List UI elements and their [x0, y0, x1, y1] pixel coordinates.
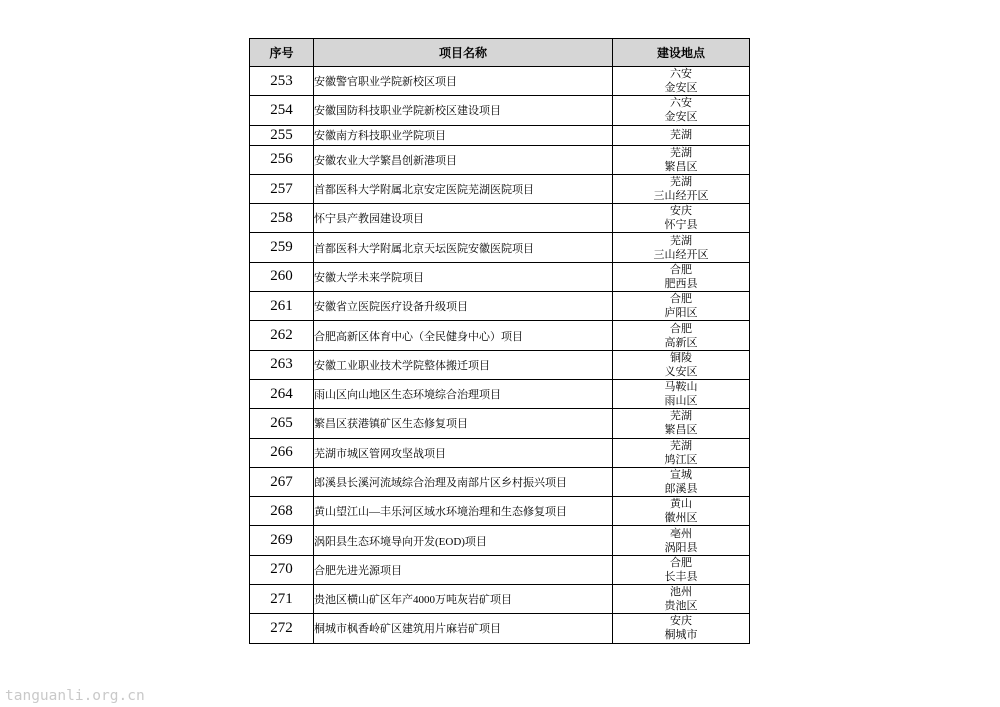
project-name: 安徽农业大学繁昌创新港项目: [314, 145, 613, 174]
location-line: 池州: [670, 586, 692, 599]
table-row: [250, 467, 750, 496]
row-index: 262: [250, 321, 314, 350]
row-index: 265: [250, 409, 314, 438]
row-index: 257: [250, 174, 314, 203]
location-line: 繁昌区: [664, 424, 698, 437]
location-line: 涡阳县: [664, 541, 698, 554]
table-row: [250, 438, 750, 467]
row-index: 266: [250, 438, 314, 467]
location-line: 三山经开区: [653, 248, 709, 261]
table-row: [250, 262, 750, 291]
project-name: 安徽大学未来学院项目: [314, 262, 613, 291]
row-index: 271: [250, 585, 314, 614]
project-name: 桐城市枫香岭矿区建筑用片麻岩矿项目: [314, 614, 613, 643]
project-location: [613, 125, 750, 145]
table-row: [250, 145, 750, 174]
table-row: [250, 204, 750, 233]
location-line: 铜陵: [670, 351, 692, 364]
project-name: 合肥先进光源项目: [314, 555, 613, 584]
project-location: [613, 526, 750, 555]
location-line: 雨山区: [664, 395, 698, 408]
project-name: 芜湖市城区管网攻坚战项目: [314, 438, 613, 467]
table-row: [250, 379, 750, 408]
table-row: [250, 125, 750, 145]
location-line: 郎溪县: [664, 483, 698, 495]
header-project-name: 项目名称: [314, 39, 613, 67]
project-name: 繁昌区获港镇矿区生态修复项目: [314, 409, 613, 438]
row-index: 260: [250, 262, 314, 291]
project-location: [613, 96, 750, 125]
location-line: 桐城市: [664, 629, 698, 642]
row-index: 268: [250, 497, 314, 526]
location-line: 鸠江区: [664, 453, 698, 466]
project-name: 涡阳县生态环境导向开发(EOD)项目: [314, 526, 613, 555]
location-line: 宣城: [670, 469, 692, 481]
project-location: [613, 379, 750, 408]
header-index: 序号: [250, 39, 314, 67]
project-location: [613, 292, 750, 321]
project-location: [613, 174, 750, 203]
project-name: 安徽警官职业学院新校区项目: [314, 67, 613, 96]
location-line: 亳州: [670, 527, 692, 540]
project-location: [613, 145, 750, 174]
location-line: 黄山: [670, 498, 692, 511]
table-row: [250, 585, 750, 614]
project-name: 安徽省立医院医疗设备升级项目: [314, 292, 613, 321]
project-location: [613, 497, 750, 526]
project-name: 郎溪县长溪河流域综合治理及南部片区乡村振兴项目: [314, 467, 613, 496]
location-line: 义安区: [664, 365, 698, 378]
table-row: [250, 526, 750, 555]
row-index: 255: [250, 125, 314, 145]
location-line: 金安区: [664, 111, 698, 124]
table-row: [250, 350, 750, 379]
project-location: [613, 585, 750, 614]
location-line: 芜湖: [670, 410, 692, 423]
location-line: 芜湖: [670, 146, 692, 159]
watermark: tanguanli.org.cn: [5, 688, 145, 704]
location-line: 庐阳区: [664, 307, 698, 320]
location-line: 芜湖: [670, 129, 692, 142]
project-name: 首都医科大学附属北京安定医院芜湖医院项目: [314, 174, 613, 203]
project-table: [249, 38, 750, 644]
project-location: [613, 409, 750, 438]
project-name: 贵池区横山矿区年产4000万吨灰岩矿项目: [314, 585, 613, 614]
table-row: [250, 96, 750, 125]
location-line: 合肥: [670, 263, 692, 276]
project-name: 安徽南方科技职业学院项目: [314, 125, 613, 145]
table-row: [250, 67, 750, 96]
project-name: 怀宁县产教园建设项目: [314, 204, 613, 233]
row-index: 263: [250, 350, 314, 379]
row-index: 269: [250, 526, 314, 555]
row-index: 261: [250, 292, 314, 321]
location-line: 金安区: [664, 82, 698, 95]
location-line: 合肥: [670, 293, 692, 306]
table-row: [250, 409, 750, 438]
table-row: [250, 292, 750, 321]
location-line: 安庆: [670, 615, 692, 628]
header-row: [250, 39, 750, 67]
row-index: 264: [250, 379, 314, 408]
project-location: [613, 614, 750, 643]
project-location: [613, 321, 750, 350]
location-line: 徽州区: [664, 512, 698, 525]
location-line: 合肥: [670, 322, 692, 335]
project-location: [613, 204, 750, 233]
table-body: [250, 67, 750, 644]
row-index: 267: [250, 467, 314, 496]
project-location: [613, 350, 750, 379]
table-row: [250, 614, 750, 643]
table-row: [250, 174, 750, 203]
location-line: 繁昌区: [664, 160, 698, 173]
location-line: 三山经开区: [653, 190, 709, 203]
project-name: 安徽国防科技职业学院新校区建设项目: [314, 96, 613, 125]
location-line: 肥西县: [664, 277, 698, 290]
table-row: [250, 555, 750, 584]
project-location: [613, 555, 750, 584]
project-location: [613, 233, 750, 262]
row-index: 256: [250, 145, 314, 174]
location-line: 合肥: [670, 556, 692, 569]
location-line: 六安: [670, 97, 692, 110]
project-location: [613, 467, 750, 496]
location-line: 安庆: [670, 205, 692, 218]
table-row: [250, 321, 750, 350]
project-name: 安徽工业职业技术学院整体搬迁项目: [314, 350, 613, 379]
row-index: 270: [250, 555, 314, 584]
location-line: 芜湖: [670, 439, 692, 452]
project-location: [613, 438, 750, 467]
row-index: 254: [250, 96, 314, 125]
project-location: [613, 67, 750, 96]
table-row: [250, 233, 750, 262]
location-line: 贵池区: [664, 600, 698, 613]
location-line: 芜湖: [670, 234, 692, 247]
project-name: 雨山区向山地区生态环境综合治理项目: [314, 379, 613, 408]
project-name: 合肥高新区体育中心（全民健身中心）项目: [314, 321, 613, 350]
header-location: 建设地点: [613, 39, 750, 67]
table-header: [250, 39, 750, 67]
table-row: [250, 497, 750, 526]
project-location: [613, 262, 750, 291]
location-line: 马鞍山: [664, 381, 698, 394]
project-name: 首都医科大学附属北京天坛医院安徽医院项目: [314, 233, 613, 262]
location-line: 六安: [670, 68, 692, 81]
location-line: 芜湖: [670, 176, 692, 189]
row-index: 272: [250, 614, 314, 643]
row-index: 253: [250, 67, 314, 96]
project-name: 黄山望江山—丰乐河区域水环境治理和生态修复项目: [314, 497, 613, 526]
location-line: 长丰县: [664, 570, 698, 583]
location-line: 高新区: [664, 336, 698, 349]
row-index: 259: [250, 233, 314, 262]
row-index: 258: [250, 204, 314, 233]
location-line: 怀宁县: [664, 219, 698, 232]
